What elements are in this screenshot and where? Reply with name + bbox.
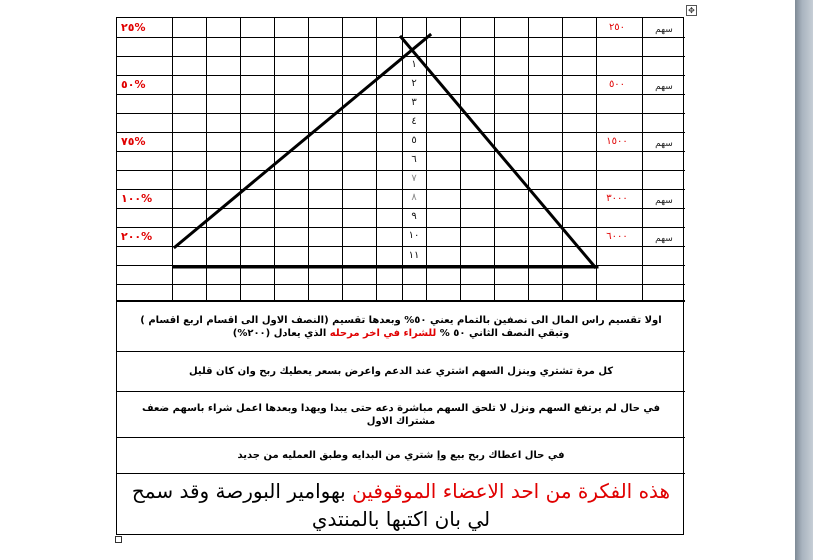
- shares-value: ٦٠٠٠: [606, 231, 628, 242]
- text-row-credit: [117, 473, 685, 535]
- shares-unit: سهم: [655, 82, 673, 92]
- row1-line2-red: للشراء في اخر مرحله: [329, 327, 437, 339]
- step-number: ١٠: [408, 230, 420, 241]
- shares-value: ٣٠٠٠: [606, 193, 628, 204]
- step-number: ٧: [411, 173, 417, 184]
- page-edge-shadow: [795, 0, 813, 560]
- shares-unit: سهم: [655, 25, 673, 35]
- percent-label: ٧٥%: [121, 135, 146, 148]
- percent-label: ٥٠%: [121, 78, 146, 91]
- table-resize-handle[interactable]: [115, 536, 122, 543]
- document-table: [116, 17, 684, 535]
- text-row-double-buy: [117, 391, 685, 437]
- shares-unit: سهم: [655, 196, 673, 206]
- grid-lines: [117, 18, 685, 301]
- step-number: ١١: [408, 250, 420, 261]
- percent-label: ١٠٠%: [121, 192, 153, 205]
- pyramid-left-line: [175, 35, 430, 247]
- row3-text: في حال لم يرتفع السهم ونزل لا تلحق السهم مباشرة دعه حتى يبدا ويهدا وبعدها اعمل شراء باسهم ضعف مشتراك الاول: [141, 402, 661, 427]
- shares-value: ١٥٠٠: [606, 136, 628, 147]
- percent-label: ٢٥%: [121, 21, 146, 34]
- text-row-buy-support: [117, 351, 685, 391]
- row2-text: كل مرة تشتري وينزل السهم اشتري عند الدعم واعرض بسعر يعطيك ربح وان كان قليل: [188, 366, 614, 377]
- row5-red: هذه الفكرة من احد الاعضاء الموقوفين: [352, 478, 671, 503]
- step-number: ٣: [411, 97, 417, 108]
- step-number: ١: [411, 59, 417, 70]
- shares-unit: سهم: [655, 139, 673, 149]
- shares-unit: سهم: [655, 234, 673, 244]
- step-number: ٤: [411, 116, 417, 127]
- step-number: ٥: [411, 135, 417, 146]
- step-number: ٨: [411, 192, 417, 203]
- shares-value: ٥٠٠: [608, 79, 626, 90]
- row5-black: بهوامير البورصة وقد سمح لي بان اكتبها بالمنتدي: [131, 478, 491, 531]
- row4-text: في حال اعطاك ربح بيع وإ شتري من البدايه وطبق العمليه من جديد: [237, 450, 565, 461]
- text-row-restart: [117, 437, 685, 473]
- table-move-handle-icon[interactable]: ✥: [686, 5, 697, 16]
- text-row-capital-split: [117, 301, 685, 351]
- row1-line2-start: وتبقي النصف الثاني ٥٠ %: [439, 327, 570, 339]
- row1-line2-end: الذي يعادل (٢٠٠%): [232, 327, 327, 339]
- step-number: ٢: [411, 78, 417, 89]
- pyramid-grid: [117, 18, 685, 301]
- percent-label: ٢٠٠%: [121, 230, 153, 243]
- step-number: ٦: [411, 154, 417, 165]
- step-number: ٩: [411, 211, 417, 222]
- row1-line1: اولا تقسيم راس المال الى نصفين بالتمام يعني ٥٠% وبعدها تقسيم (النصف الاول الى اقسام اربع اقسام ): [140, 314, 662, 326]
- shares-value: ٢٥٠: [608, 22, 626, 33]
